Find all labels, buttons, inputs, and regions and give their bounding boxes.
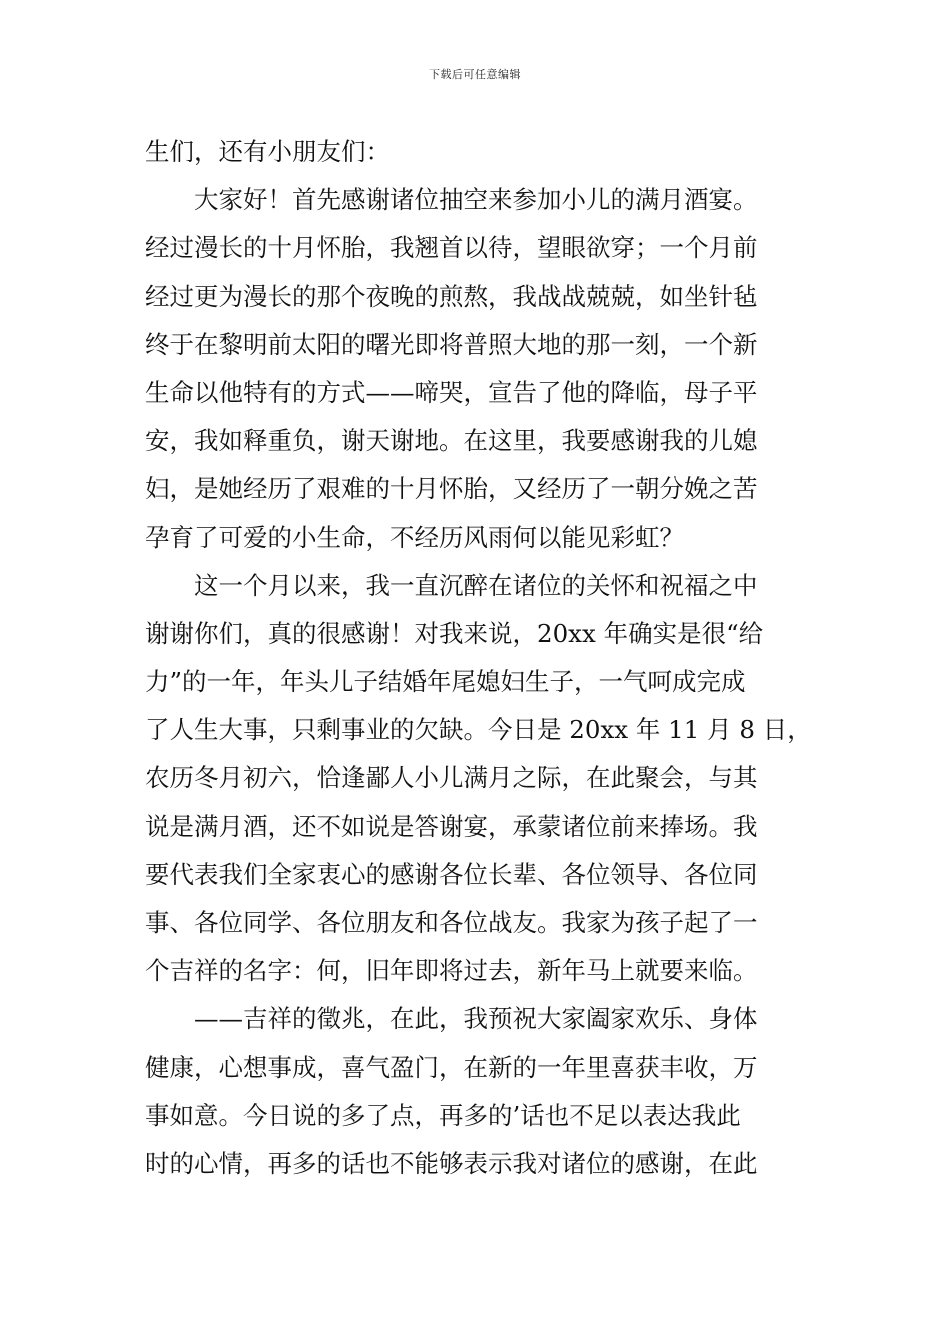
text-line: 谢谢你们，真的很感谢！对我来说，20xx 年确实是很“给	[145, 618, 764, 648]
text-line: ——吉祥的徵兆，在此，我预祝大家阖家欢乐、身体	[145, 1004, 758, 1034]
text-line: 事如意。今日说的多了点，再多的’话也不足以表达我此	[145, 1100, 741, 1130]
text-line: 时的心情，再多的话也不能够表示我对诸位的感谢，在此	[145, 1148, 758, 1178]
text-line: 农历冬月初六，恰逢鄙人小儿满月之际，在此聚会，与其	[145, 763, 758, 793]
text-line: 经过漫长的十月怀胎，我翘首以待，望眼欲穿；一个月前	[145, 233, 758, 263]
text-line: 经过更为漫长的那个夜晚的煎熬，我战战兢兢，如坐针毡	[145, 281, 758, 311]
text-line: 这一个月以来，我一直沉醉在诸位的关怀和祝福之中	[145, 570, 758, 600]
text-line: 个吉祥的名字：何，旧年即将过去，新年马上就要来临。	[145, 956, 758, 986]
text-line: 生们，还有小朋友们：	[145, 137, 390, 166]
text-line: 安，我如释重负，谢天谢地。在这里，我要感谢我的儿媳	[145, 426, 758, 456]
text-line: 说是满月酒，还不如说是答谢宴，承蒙诸位前来捧场。我	[145, 811, 758, 841]
page-header: 下载后可任意编辑	[429, 68, 521, 81]
text-line: 孕育了可爱的小生命，不经历风雨何以能见彩虹？	[145, 522, 684, 552]
body-text	[145, 128, 810, 1188]
text-line: 力”的一年，年头儿子结婚年尾媳妇生子，一气呵成完成	[145, 667, 746, 697]
text-line: 健康，心想事成，喜气盈门，在新的一年里喜获丰收，万	[145, 1052, 758, 1082]
text-line: 大家好！首先感谢诸位抽空来参加小儿的满月酒宴。	[145, 185, 758, 215]
text-line: 生命以他特有的方式——啼哭，宣告了他的降临，母子平	[145, 377, 758, 407]
text-line: 事、各位同学、各位朋友和各位战友。我家为孩子起了一	[145, 908, 758, 937]
text-line: 要代表我们全家衷心的感谢各位长辈、各位领导、各位同	[145, 859, 758, 889]
text-line: 终于在黎明前太阳的曙光即将普照大地的那一刻，一个新	[145, 329, 758, 359]
text-line: 了人生大事，只剩事业的欠缺。今日是 20xx 年 11 月 8 日，	[145, 715, 812, 745]
text-line: 妇，是她经历了艰难的十月怀胎，又经历了一朝分娩之苦	[145, 474, 758, 504]
